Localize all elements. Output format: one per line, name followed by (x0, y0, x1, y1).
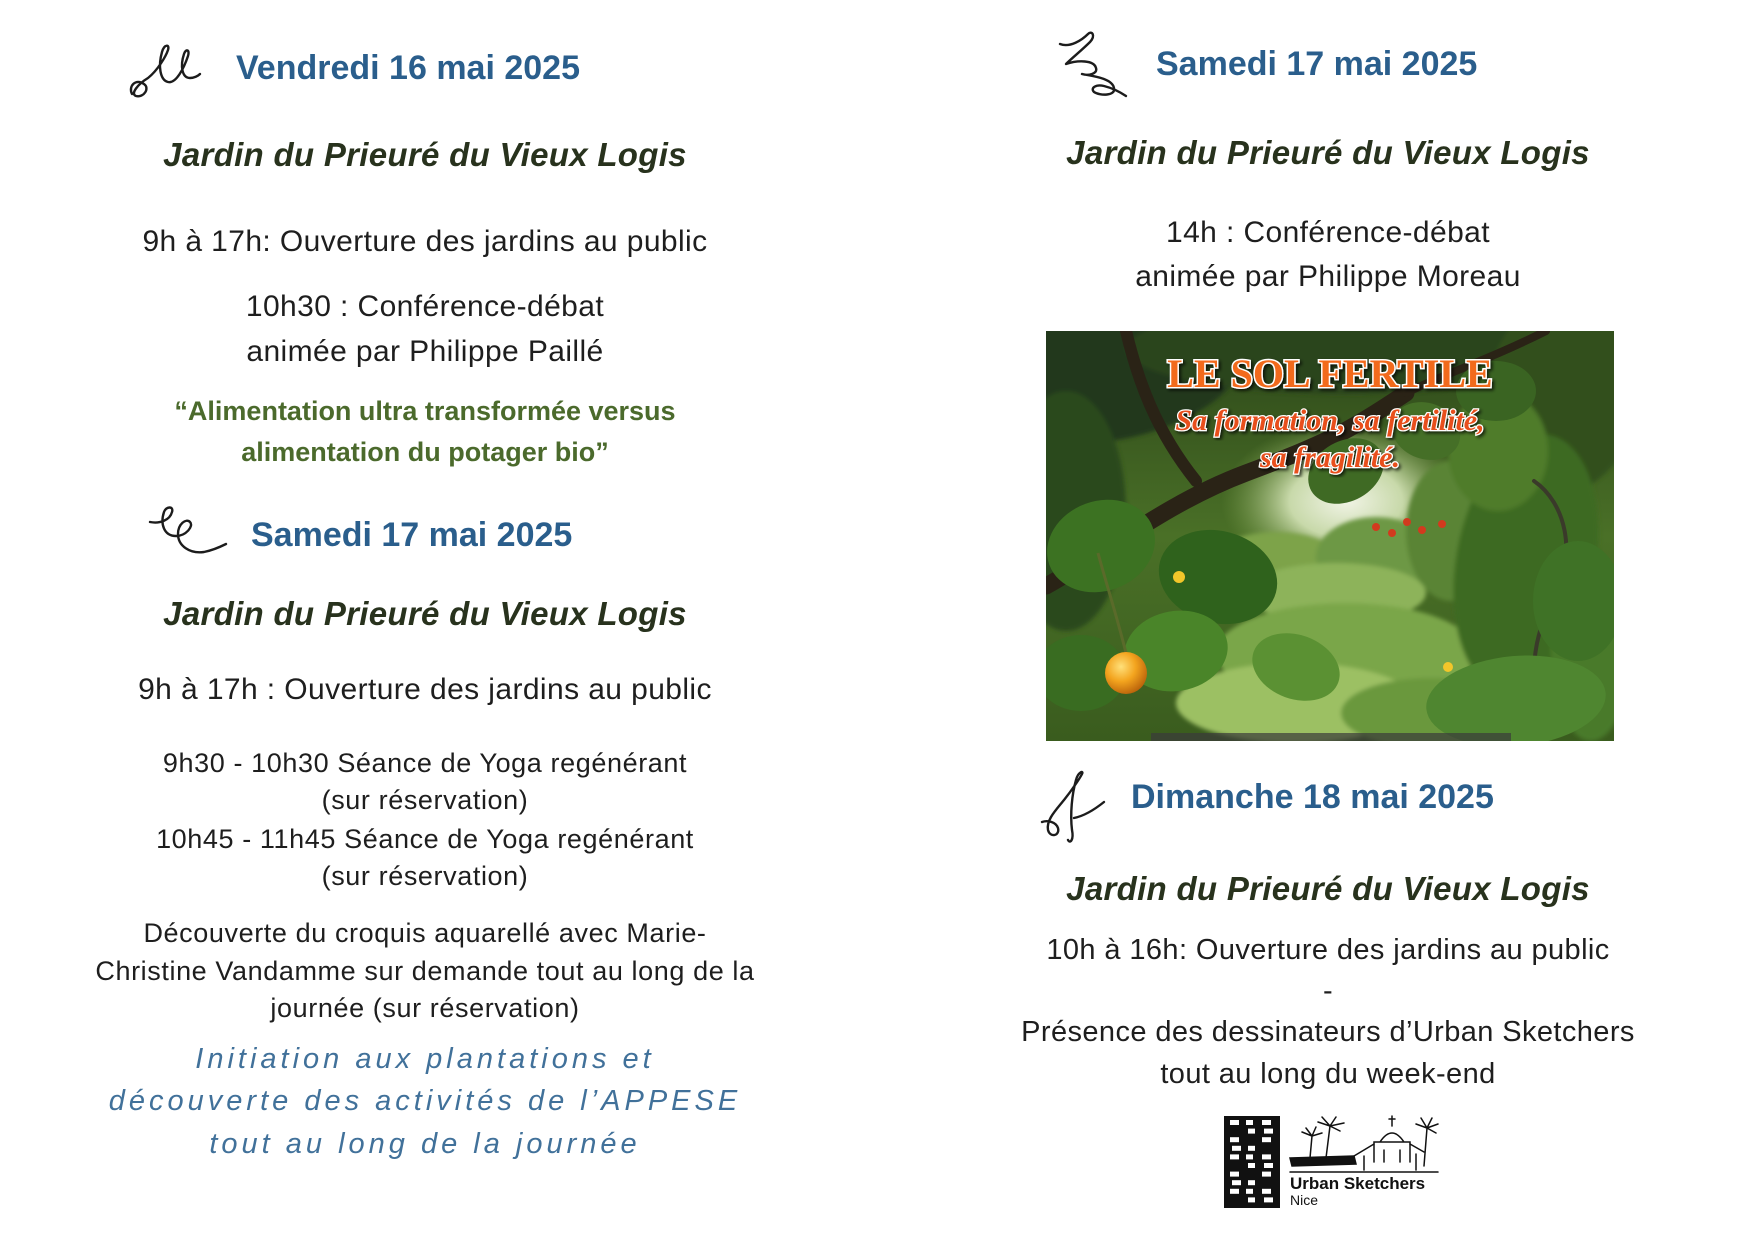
logo-window (1230, 1154, 1239, 1159)
flourish-stroke (1060, 33, 1126, 96)
friday-talk-host: animée par Philippe Paillé (246, 335, 604, 368)
logo-window (1230, 1120, 1239, 1125)
saturday-talk-host: animée par Philippe Moreau (1135, 260, 1521, 293)
saturday-afternoon-date-heading: Samedi 17 mai 2025 (1156, 45, 1478, 83)
sketchers-line-2: tout au long du week-end (1160, 1058, 1496, 1090)
logo-window (1248, 1197, 1255, 1202)
sunday-date-heading: Dimanche 18 mai 2025 (1131, 778, 1494, 816)
poster-orange-fruit (1105, 652, 1147, 694)
saturday-morning-venue: Jardin du Prieuré du Vieux Logis (163, 595, 687, 632)
friday-date-heading: Vendredi 16 mai 2025 (236, 49, 580, 87)
yoga-session-2: 10h45 - 11h45 Séance de Yoga regénérant (156, 824, 694, 854)
sunday-venue: Jardin du Prieuré du Vieux Logis (1066, 870, 1590, 907)
logo-window (1246, 1189, 1253, 1194)
logo-palm-tree (1318, 1117, 1344, 1158)
sunday-opening-hours: 10h à 16h: Ouverture des jardins au public (1046, 934, 1610, 966)
logo-window (1262, 1137, 1271, 1142)
flourish-icon (1038, 770, 1108, 844)
logo-window (1248, 1129, 1255, 1134)
poster-tomato (1403, 518, 1411, 526)
urban-sketchers-logo (1224, 1114, 1440, 1210)
poster-tomato (1388, 529, 1396, 537)
friday-talk-time: 10h30 : Conférence-débat (245, 290, 605, 323)
logo-roofs (1354, 1144, 1424, 1170)
flourish-icon (128, 40, 202, 104)
friday-talk-title-line-1: “Alimentation ultra transformée versus (174, 396, 676, 426)
flourish-icon (148, 504, 228, 564)
logo-palm-tree (1416, 1118, 1438, 1166)
friday-talk-title-line-2: alimentation du potager bio” (241, 437, 609, 467)
poster-yellow-flower (1443, 662, 1453, 672)
friday-venue: Jardin du Prieuré du Vieux Logis (163, 136, 687, 173)
saturday-opening-hours: 9h à 17h : Ouverture des jardins au public (138, 673, 712, 706)
logo-window (1230, 1137, 1239, 1142)
logo-sea-band (1290, 1156, 1356, 1166)
logo-window (1230, 1172, 1239, 1177)
flourish-stroke (131, 46, 200, 97)
appese-line-1: Initiation aux plantations et (195, 1043, 655, 1075)
logo-window (1232, 1146, 1241, 1151)
sketchers-line-1: Présence des dessinateurs d’Urban Sketchers (1021, 1016, 1635, 1048)
poster-tomato (1438, 520, 1446, 528)
logo-window (1262, 1189, 1271, 1194)
saturday-talk-time: 14h : Conférence-débat (1165, 216, 1491, 249)
poster-subtitle-line-1: Sa formation, sa fertilité, (1175, 404, 1485, 437)
sketch-workshop-line-3: journée (sur réservation) (270, 993, 580, 1023)
flourish-stroke (1042, 772, 1104, 842)
sunday-separator: - (1322, 975, 1334, 1007)
logo-name: Urban Sketchers (1290, 1174, 1426, 1193)
logo-palm-tree (1302, 1127, 1322, 1158)
logo-window (1264, 1197, 1273, 1202)
logo-window (1262, 1172, 1271, 1177)
saturday-afternoon-venue: Jardin du Prieuré du Vieux Logis (1066, 134, 1590, 171)
logo-window (1262, 1154, 1271, 1159)
appese-line-2: découverte des activités de l’APPESE (108, 1085, 742, 1117)
logo-window (1248, 1180, 1255, 1185)
poster-title: LE SOL FERTILE (1167, 351, 1493, 396)
poster-tomato (1372, 523, 1380, 531)
logo-city: Nice (1290, 1192, 1319, 1208)
conference-poster-image (1046, 331, 1614, 741)
logo-city-sketch (1290, 1116, 1438, 1172)
logo-window (1264, 1129, 1273, 1134)
logo-window (1248, 1163, 1255, 1168)
yoga-session-1: 9h30 - 10h30 Séance de Yoga regénérant (162, 748, 688, 778)
appese-line-3: tout au long de la journée (209, 1128, 641, 1160)
logo-window (1230, 1189, 1239, 1194)
logo-window (1232, 1180, 1241, 1185)
logo-window (1264, 1163, 1273, 1168)
logo-church (1374, 1116, 1410, 1162)
logo-window (1246, 1120, 1253, 1125)
yoga-session-1-note: (sur réservation) (321, 785, 529, 815)
saturday-morning-date-heading: Samedi 17 mai 2025 (251, 516, 573, 554)
logo-window (1248, 1146, 1255, 1151)
poster-yellow-flower (1173, 571, 1185, 583)
sketch-workshop-line-2: Christine Vandamme sur demande tout au long de la (95, 956, 755, 986)
friday-opening-hours: 9h à 17h: Ouverture des jardins au public (142, 225, 708, 258)
logo-window (1262, 1120, 1271, 1125)
flourish-icon (1056, 30, 1128, 98)
logo-window (1246, 1154, 1253, 1159)
flourish-stroke (150, 508, 226, 553)
sketch-workshop-line-1: Découverte du croquis aquarellé avec Marie- (143, 918, 707, 948)
poster-tomato (1418, 526, 1426, 534)
poster-player-bar (1151, 733, 1511, 741)
poster-subtitle-line-2: sa fragilité. (1260, 441, 1400, 474)
yoga-session-2-note: (sur réservation) (321, 861, 529, 891)
